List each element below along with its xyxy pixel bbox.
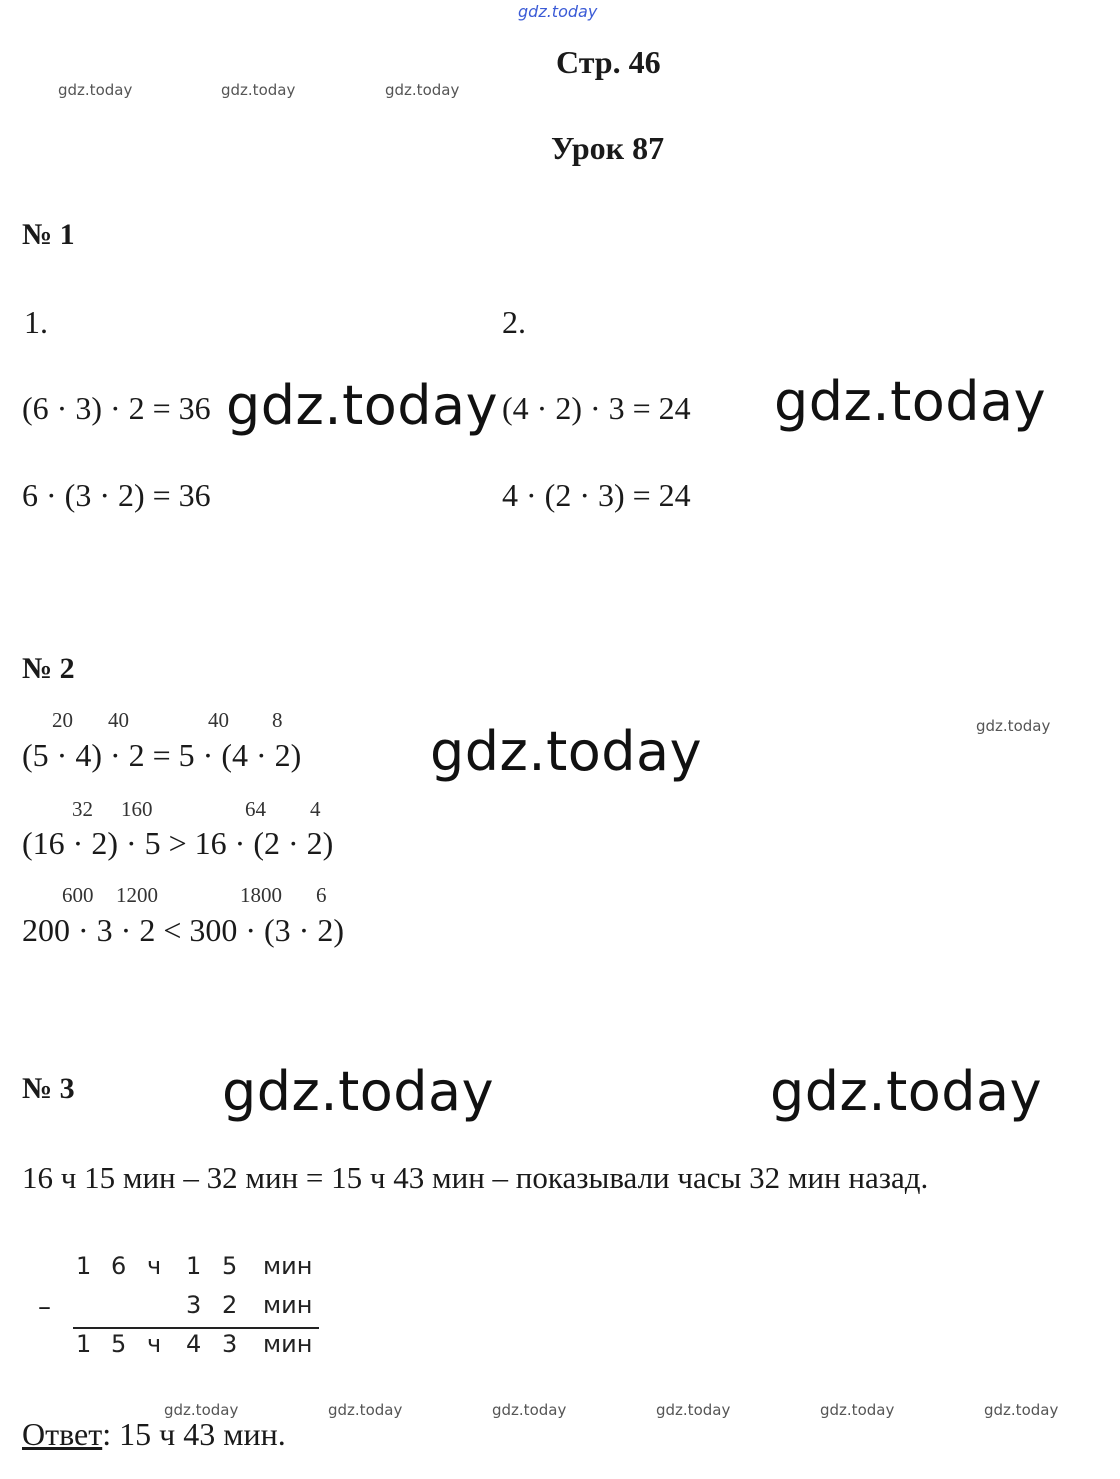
digit: 3 <box>222 1330 238 1358</box>
digit: 1 <box>76 1330 92 1358</box>
digit: 1 <box>76 1252 92 1280</box>
task2-hint: 160 <box>121 797 153 821</box>
watermark-small: gdz.today <box>976 717 1051 735</box>
watermark-big: gdz.today <box>774 370 1047 433</box>
answer-value: : 15 ч 43 мин. <box>102 1416 286 1452</box>
watermark-small: gdz.today <box>656 1401 731 1419</box>
column-divider <box>73 1327 319 1329</box>
task2-hint: 32 <box>72 797 93 821</box>
task2-hint: 1200 <box>116 883 158 907</box>
watermark-small: gdz.today <box>385 81 460 99</box>
watermark-small: gdz.today <box>221 81 296 99</box>
digit: 6 <box>111 1252 127 1280</box>
task2-expression: (5 · 4) · 2 = 5 · (4 · 2) <box>22 737 302 773</box>
task1-label: № 1 <box>22 218 75 251</box>
task1-equation: 6 · (3 · 2) = 36 <box>22 477 211 513</box>
digit: 3 <box>186 1291 202 1319</box>
task3-statement: 16 ч 15 мин – 32 мин = 15 ч 43 мин – показывали часы 32 мин назад. <box>22 1160 929 1195</box>
task3-label: № 3 <box>22 1072 75 1105</box>
lesson-title: Урок 87 <box>551 130 665 166</box>
task1-part1-label: 1. <box>24 304 48 340</box>
column-row-result <box>0 1330 400 1364</box>
task2-hint: 40 <box>108 708 129 732</box>
watermark-small: gdz.today <box>492 1401 567 1419</box>
column-row-minuend <box>0 1252 400 1286</box>
watermark-small: gdz.today <box>984 1401 1059 1419</box>
answer-line <box>22 1416 286 1453</box>
watermark-small: gdz.today <box>820 1401 895 1419</box>
task1-part2-label: 2. <box>502 304 526 340</box>
unit: мин <box>263 1291 313 1319</box>
task2-hint: 4 <box>310 797 321 821</box>
watermark-big: gdz.today <box>222 1060 495 1123</box>
watermark-small: gdz.today <box>328 1401 403 1419</box>
answer-label: Ответ <box>22 1416 103 1452</box>
task2-label: № 2 <box>22 652 75 685</box>
column-row-subtrahend <box>0 1291 400 1325</box>
task1-equation: 4 · (2 · 3) = 24 <box>502 477 691 513</box>
page-title: Стр. 46 <box>556 44 661 80</box>
digit: 4 <box>186 1330 202 1358</box>
task2-hint: 6 <box>316 883 327 907</box>
digit: 5 <box>111 1330 127 1358</box>
watermark-small: gdz.today <box>58 81 133 99</box>
unit: мин <box>263 1252 313 1280</box>
watermark-top: gdz.today <box>518 2 598 21</box>
watermark-small: gdz.today <box>164 1401 239 1419</box>
watermark-big: gdz.today <box>226 374 499 437</box>
task2-hint: 64 <box>245 797 266 821</box>
watermark-big: gdz.today <box>770 1060 1043 1123</box>
task2-hint: 8 <box>272 708 283 732</box>
unit: ч <box>147 1330 162 1358</box>
digit: 2 <box>222 1291 238 1319</box>
task2-hint: 600 <box>62 883 94 907</box>
task2-hint: 1800 <box>240 883 282 907</box>
unit: ч <box>147 1252 162 1280</box>
task2-expression: 200 · 3 · 2 < 300 · (3 · 2) <box>22 912 344 948</box>
task1-equation: (4 · 2) · 3 = 24 <box>502 390 691 426</box>
task1-equation: (6 · 3) · 2 = 36 <box>22 390 211 426</box>
task2-expression: (16 · 2) · 5 > 16 · (2 · 2) <box>22 825 334 861</box>
digit: 1 <box>186 1252 202 1280</box>
task2-hint: 20 <box>52 708 73 732</box>
watermark-big: gdz.today <box>430 720 703 783</box>
minus-sign: – <box>38 1292 51 1322</box>
digit: 5 <box>222 1252 238 1280</box>
task2-hint: 40 <box>208 708 229 732</box>
unit: мин <box>263 1330 313 1358</box>
